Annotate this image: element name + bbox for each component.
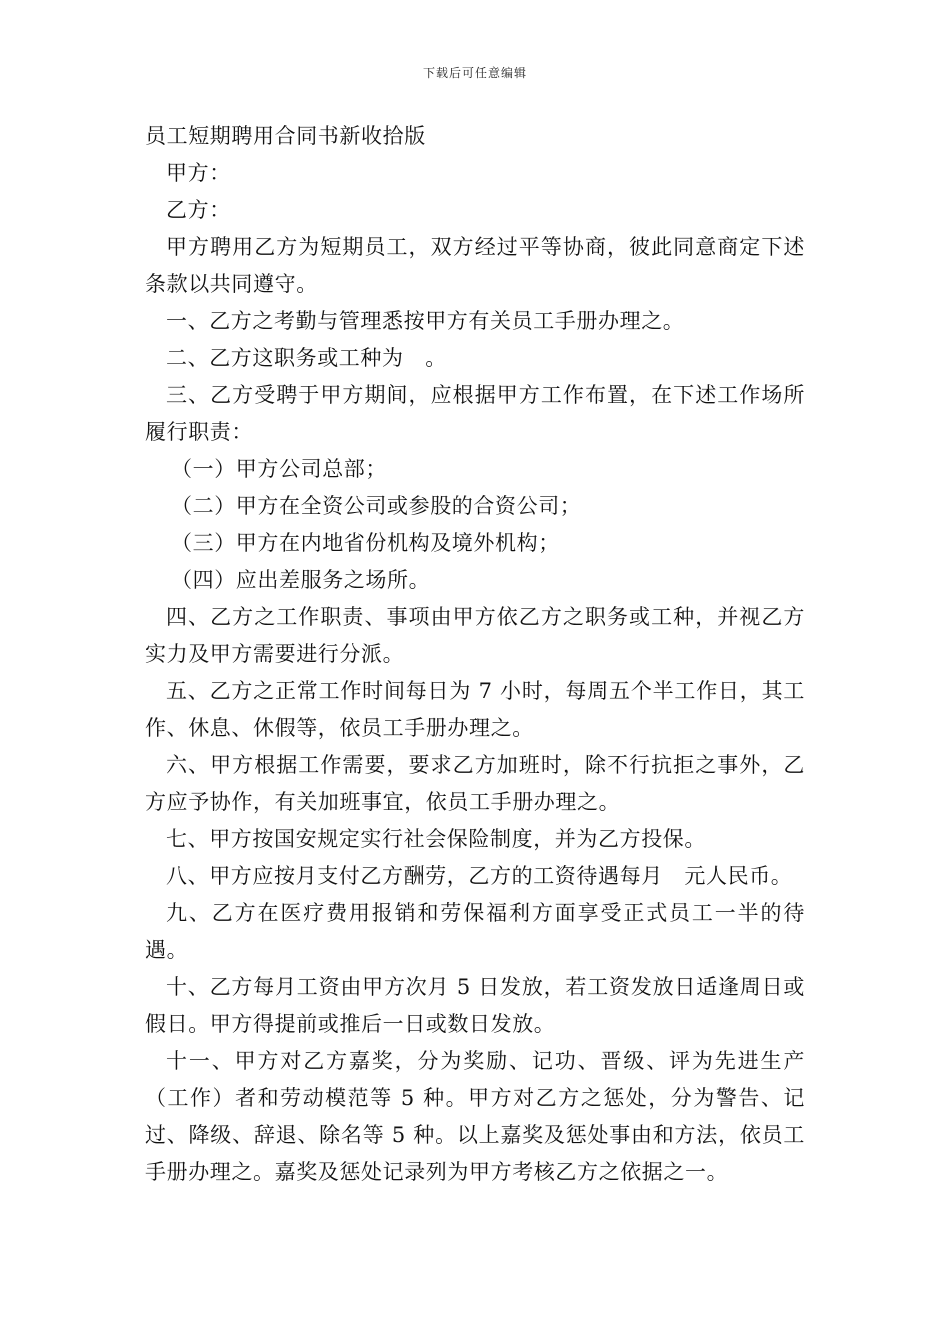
clause-3: 三、乙方受聘于甲方期间，应根据甲方工作布置，在下述工作场所履行职责： <box>145 383 805 444</box>
clause-1: 一、乙方之考勤与管理悉按甲方有关员工手册办理之。 <box>166 309 685 333</box>
party-b-line: 乙方： <box>166 198 231 222</box>
clause-3-item-3: （三）甲方在内地省份机构及境外机构； <box>171 531 560 555</box>
intro-paragraph: 甲方聘用乙方为短期员工，双方经过平等协商，彼此同意商定下述条款以共同遵守。 <box>145 235 805 296</box>
clause-5: 五、乙方之正常工作时间每日为 7 小时，每周五个半工作日，其工作、休息、休假等，依员工手册办理之。 <box>145 679 805 740</box>
clause-9: 九、乙方在医疗费用报销和劳保福利方面享受正式员工一半的待遇。 <box>145 901 805 962</box>
document-title: 员工短期聘用合同书新收拾版 <box>145 124 426 148</box>
clause-4: 四、乙方之工作职责、事项由甲方依乙方之职务或工种，并视乙方实力及甲方需要进行分派。 <box>145 605 805 666</box>
clause-10: 十、乙方每月工资由甲方次月 5 日发放，若工资发放日适逢周日或假日。甲方得提前或推后一日或数日发放。 <box>145 975 805 1036</box>
clause-3-item-4: （四）应出差服务之场所。 <box>171 568 431 592</box>
clause-8: 八、甲方应按月支付乙方酬劳，乙方的工资待遇每月 元人民币。 <box>166 864 793 888</box>
party-a-line: 甲方： <box>166 161 231 185</box>
clause-3-item-1: （一）甲方公司总部； <box>171 457 387 481</box>
clause-6: 六、甲方根据工作需要，要求乙方加班时，除不行抗拒之事外，乙方应予协作，有关加班事宜，依员工手册办理之。 <box>145 753 805 814</box>
contract-body <box>145 118 805 1191</box>
header-note: 下载后可任意编辑 <box>422 66 527 80</box>
clause-7: 七、甲方按国安规定实行社会保险制度，并为乙方投保。 <box>166 827 706 851</box>
clause-2: 二、乙方这职务或工种为 。 <box>166 346 447 370</box>
clause-11: 十一、甲方对乙方嘉奖，分为奖励、记功、晋级、评为先进生产（工作）者和劳动模范等 5 种。甲方对乙方之惩处，分为警告、记过、降级、辞退、除名等 5 种。以上嘉奖及惩处事由和方法，依员工手册办理之。嘉奖及惩处记录列为甲方考核乙方之依据之一。 <box>145 1049 805 1184</box>
clause-3-item-2: （二）甲方在全资公司或参股的合资公司； <box>171 494 582 518</box>
